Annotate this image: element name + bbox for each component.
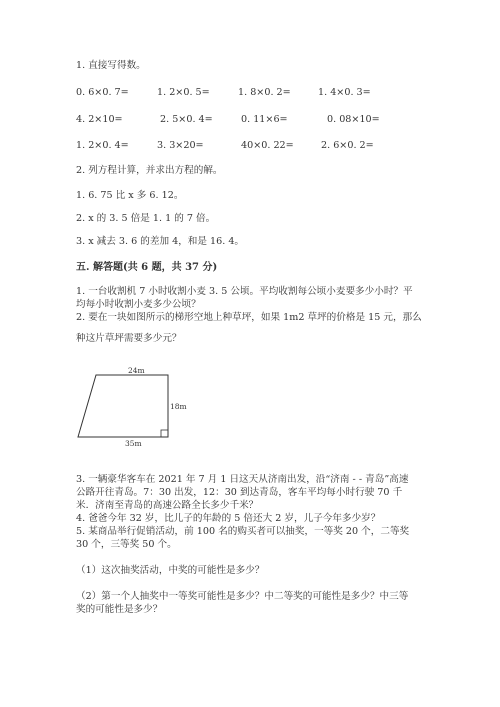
calc-item: 1. 2×0. 4= <box>76 140 129 151</box>
question-3-line-2: 公路开往青岛。7：30 出发，12：30 到达青岛，客车平均每小时行驶 70 千 <box>76 487 403 498</box>
calc-item: 1. 2×0. 5= <box>157 87 210 98</box>
calc-row-3 <box>0 140 500 154</box>
right-edge-label: 18m <box>170 402 187 411</box>
calc-item: 2. 6×0. 2= <box>321 140 374 151</box>
bottom-edge-label: 35m <box>125 439 142 448</box>
question-2-line-1: 2. 要在一块如图所示的梯形空地上种草坪，如果 1m2 草坪的价格是 15 元，那么 <box>76 312 422 323</box>
question-1-line-2: 均每小时收割小麦多少公顷？ <box>76 299 201 310</box>
calc-item: 0. 11×6= <box>241 114 288 125</box>
question-3-line-3: 米．济南至青岛的高速公路全长多少千米？ <box>76 500 259 511</box>
question-5-sub-1: （1）这次抽奖活动，中奖的可能性是多少？ <box>76 565 265 576</box>
calc-item: 0. 6×0. 7= <box>76 87 129 98</box>
calc-item: 0. 08×10= <box>327 114 380 125</box>
calc-item: 2. 5×0. 4= <box>160 114 213 125</box>
section5-title: 五. 解答题(共 6 题，共 37 分) <box>76 262 218 273</box>
question-5-line-2: 30 个，三等奖 50 个。 <box>76 539 177 550</box>
trapezoid-shape <box>78 375 168 437</box>
question-5-sub-2-line-2: 奖的可能性是多少？ <box>76 604 163 615</box>
section2-heading: 2. 列方程计算，并求出方程的解。 <box>76 165 223 176</box>
calc-row-2 <box>0 114 500 128</box>
calc-item: 1. 8×0. 2= <box>238 87 291 98</box>
question-2-line-2: 种这片草坪需要多少元？ <box>76 333 182 344</box>
top-edge-label: 24m <box>128 366 145 375</box>
calc-row-1 <box>0 87 500 101</box>
equation-item-1: 1. 6. 75 比 x 多 6. 12。 <box>76 190 184 201</box>
right-angle-marker <box>161 430 168 437</box>
calc-item: 40×0. 22= <box>241 140 294 151</box>
question-3-line-1: 3. 一辆豪华客车在 2021 年 7 月 1 日这天从济南出发，沿“济南 - - 青岛”高速 <box>76 474 409 485</box>
trapezoid-figure <box>70 362 200 452</box>
question-1-line-1: 1. 一台收割机 7 小时收割小麦 3. 5 公顷。平均收割每公顷小麦要多少小时？平 <box>76 286 413 297</box>
question-5-sub-2-line-1: （2）第一个人抽奖中一等奖可能性是多少？中二等奖的可能性是多少？中三等 <box>76 591 409 602</box>
equation-item-3: 3. x 减去 3. 6 的差加 4，和是 16. 4。 <box>76 236 245 247</box>
equation-item-2: 2. x 的 3. 5 倍是 1. 1 的 7 倍。 <box>76 213 216 224</box>
calc-item: 3. 3×20= <box>157 140 204 151</box>
question-5-line-1: 5. 某商品举行促销活动，前 100 名的购买者可以抽奖，一等奖 20 个，二等奖 <box>76 526 410 537</box>
section1-heading: 1. 直接写得数。 <box>76 60 146 71</box>
calc-item: 4. 2×10= <box>76 114 123 125</box>
calc-item: 1. 4×0. 3= <box>318 87 371 98</box>
question-4: 4. 爸爸今年 32 岁，比儿子的年龄的 5 倍还大 2 岁，儿子今年多少岁？ <box>76 513 381 524</box>
